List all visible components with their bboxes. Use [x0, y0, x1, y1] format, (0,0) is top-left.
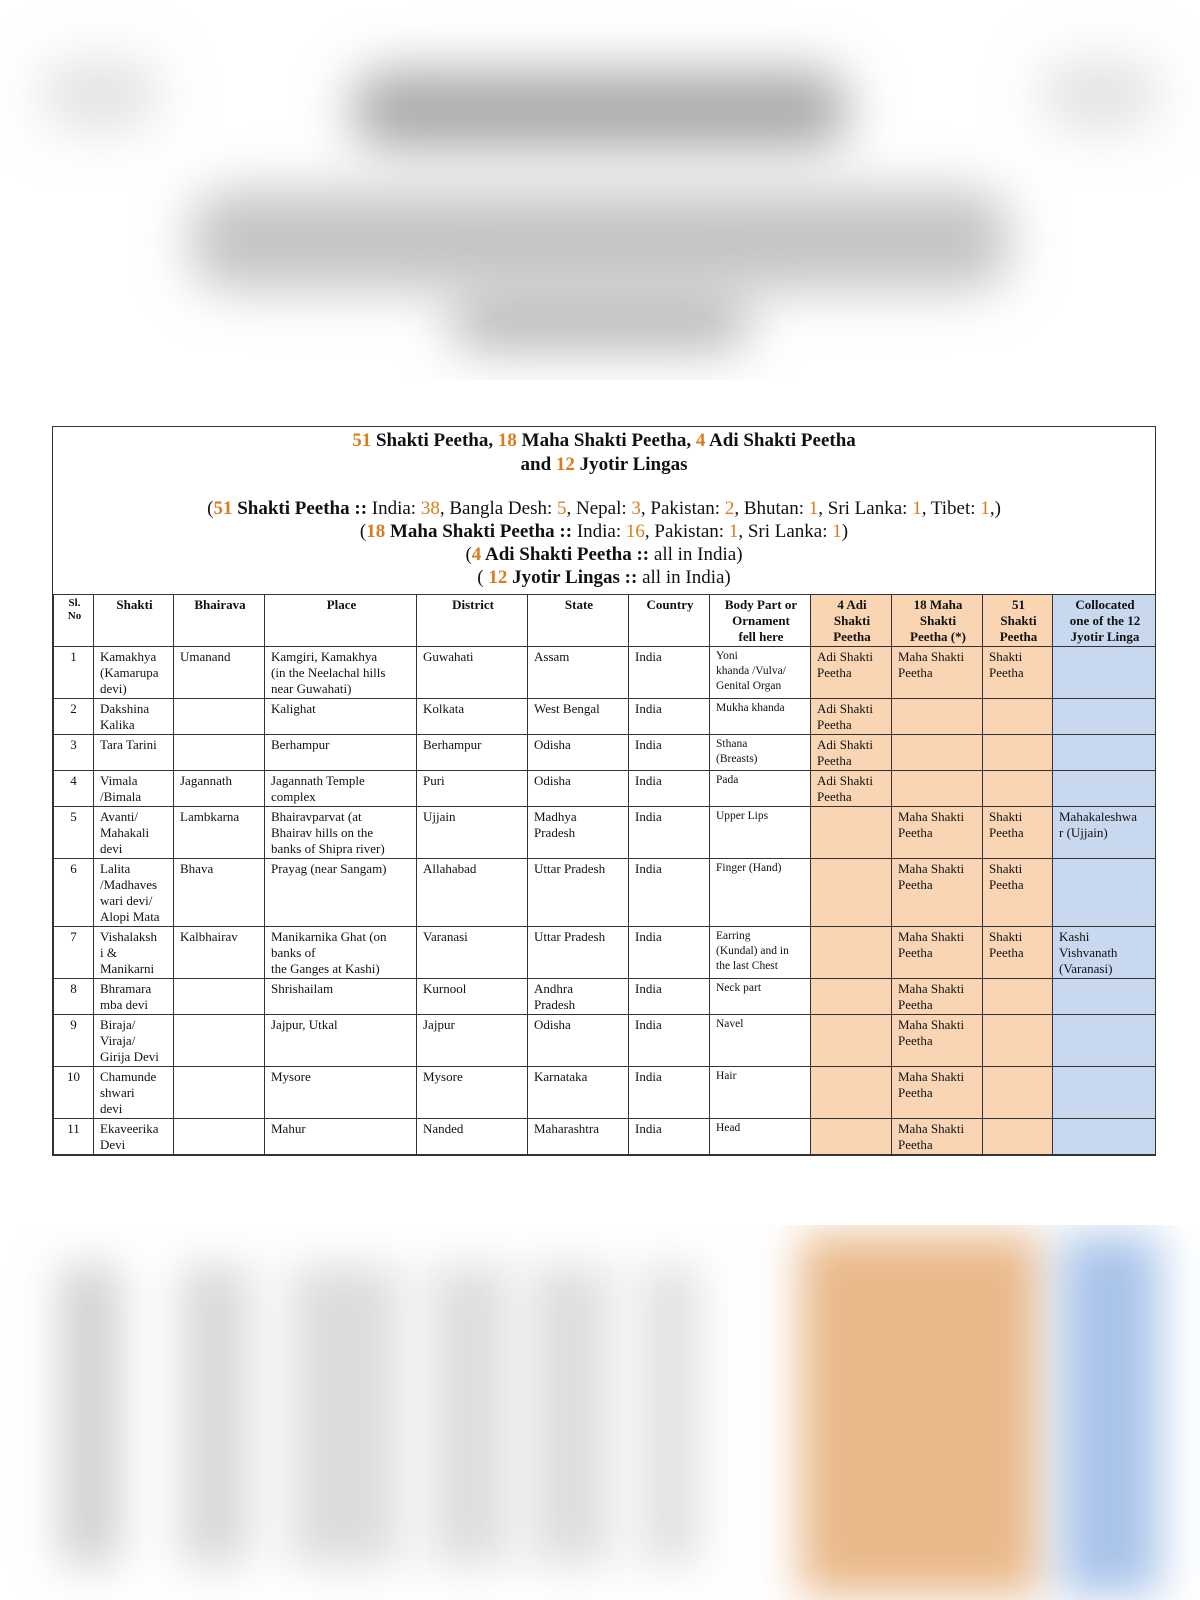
title-text: ,) — [989, 498, 1001, 519]
table-row — [54, 927, 1156, 979]
table-cell: Uttar Pradesh — [528, 927, 629, 979]
table-cell: Andhra Pradesh — [528, 979, 629, 1015]
table-cell — [1053, 1015, 1156, 1067]
title-text: , Nepal: — [566, 498, 632, 519]
column-header: Shakti — [94, 595, 174, 647]
table-cell — [811, 979, 892, 1015]
document-page — [52, 426, 1156, 1156]
table-cell — [1053, 859, 1156, 927]
table-cell: Earring (Kundal) and in the last Chest — [710, 927, 811, 979]
title-text: Jyotir Lingas — [574, 454, 688, 475]
table-cell: Karnataka — [528, 1067, 629, 1119]
table-cell: 9 — [54, 1015, 94, 1067]
table-cell: Adi Shakti Peetha — [811, 771, 892, 807]
table-cell — [1053, 1119, 1156, 1155]
summary-line — [53, 497, 1155, 520]
table-cell: Shakti Peetha — [983, 807, 1053, 859]
title-text: Shakti Peetha :: — [232, 498, 368, 519]
table-cell: Varanasi — [417, 927, 528, 979]
table-cell: Shrishailam — [265, 979, 417, 1015]
title-text: Adi Shakti Peetha — [705, 430, 856, 451]
table-cell: Odisha — [528, 735, 629, 771]
table-row — [54, 647, 1156, 699]
table-cell: Neck part — [710, 979, 811, 1015]
table-cell: 6 — [54, 859, 94, 927]
table-cell: India — [629, 979, 710, 1015]
table-cell: Tara Tarini — [94, 735, 174, 771]
table-cell: Mysore — [265, 1067, 417, 1119]
table-cell: Madhya Pradesh — [528, 807, 629, 859]
title-text: ( — [359, 521, 367, 542]
table-cell — [983, 1067, 1053, 1119]
table-cell — [983, 699, 1053, 735]
table-cell: Vishalaksh i & Manikarni — [94, 927, 174, 979]
table-cell: 5 — [54, 807, 94, 859]
table-cell — [892, 771, 983, 807]
count-number: 1 — [832, 521, 842, 542]
table-cell: Kurnool — [417, 979, 528, 1015]
blurred-footer-region — [0, 1225, 1200, 1600]
table-cell: India — [629, 859, 710, 927]
table-cell: Maha Shakti Peetha — [892, 647, 983, 699]
title-text: and — [520, 454, 556, 475]
summary-line — [53, 543, 1155, 566]
table-cell: Mukha khanda — [710, 699, 811, 735]
table-cell — [811, 927, 892, 979]
table-cell — [983, 979, 1053, 1015]
table-cell — [174, 1067, 265, 1119]
table-row — [54, 1015, 1156, 1067]
table-cell — [983, 1015, 1053, 1067]
table-cell: Vimala /Bimala — [94, 771, 174, 807]
column-header: Bhairava — [174, 595, 265, 647]
title-text: , Tibet: — [921, 498, 981, 519]
table-header-row — [54, 595, 1156, 647]
table-cell — [174, 979, 265, 1015]
column-header: Body Part or Ornament fell here — [710, 595, 811, 647]
title-text: Adi Shakti Peetha :: — [481, 544, 650, 565]
table-cell: Adi Shakti Peetha — [811, 735, 892, 771]
table-cell: Nanded — [417, 1119, 528, 1155]
count-number: 2 — [724, 498, 735, 519]
column-header: 51 Shakti Peetha — [983, 595, 1053, 647]
table-cell — [983, 1119, 1053, 1155]
table-cell: Mahakaleshwa r (Ujjain) — [1053, 807, 1156, 859]
table-row — [54, 699, 1156, 735]
table-cell: Maha Shakti Peetha — [892, 859, 983, 927]
table-cell: 7 — [54, 927, 94, 979]
table-cell: Yoni khanda /Vulva/ Genital Organ — [710, 647, 811, 699]
table-cell: Uttar Pradesh — [528, 859, 629, 927]
table-cell: Prayag (near Sangam) — [265, 859, 417, 927]
count-number: 51 — [213, 498, 233, 519]
column-header: Place — [265, 595, 417, 647]
table-row — [54, 979, 1156, 1015]
table-cell: Avanti/ Mahakali devi — [94, 807, 174, 859]
summary-block — [53, 497, 1155, 589]
table-cell: Shakti Peetha — [983, 927, 1053, 979]
table-cell — [1053, 771, 1156, 807]
table-cell: 2 — [54, 699, 94, 735]
table-row — [54, 1067, 1156, 1119]
count-number: 12 — [488, 567, 508, 588]
table-cell: Odisha — [528, 1015, 629, 1067]
table-cell: India — [629, 1015, 710, 1067]
table-row — [54, 771, 1156, 807]
table-cell: Pada — [710, 771, 811, 807]
table-cell: Jajpur, Utkal — [265, 1015, 417, 1067]
title-text: India: — [367, 498, 421, 519]
table-cell: Kamakhya (Kamarupa devi) — [94, 647, 174, 699]
table-cell — [892, 699, 983, 735]
table-cell — [174, 1015, 265, 1067]
table-cell: Lalita /Madhaves wari devi/ Alopi Mata — [94, 859, 174, 927]
table-cell: Kamgiri, Kamakhya (in the Neelachal hills near Guwahati) — [265, 647, 417, 699]
table-cell: Maha Shakti Peetha — [892, 1067, 983, 1119]
title-text: ( — [465, 544, 472, 565]
title-text: Maha Shakti Peetha :: — [385, 521, 573, 542]
table-cell: Jagannath — [174, 771, 265, 807]
table-cell — [811, 1067, 892, 1119]
table-cell: Navel — [710, 1015, 811, 1067]
table-cell — [1053, 699, 1156, 735]
table-cell: 3 — [54, 735, 94, 771]
column-header: Country — [629, 595, 710, 647]
table-cell: West Bengal — [528, 699, 629, 735]
title-text: ) — [841, 521, 849, 542]
table-cell — [892, 735, 983, 771]
column-header: Collocated one of the 12 Jyotir Linga — [1053, 595, 1156, 647]
blurred-header-region — [0, 0, 1200, 380]
table-cell: India — [629, 1067, 710, 1119]
title-text: all in India) — [649, 544, 743, 565]
table-cell: Maha Shakti Peetha — [892, 927, 983, 979]
table-cell: Chamunde shwari devi — [94, 1067, 174, 1119]
table-cell: Ujjain — [417, 807, 528, 859]
table-cell: India — [629, 1119, 710, 1155]
table-cell: Lambkarna — [174, 807, 265, 859]
count-number: 4 — [471, 544, 482, 565]
table-cell: Ekaveerika Devi — [94, 1119, 174, 1155]
count-number: 1 — [980, 498, 990, 519]
table-cell: Jagannath Temple complex — [265, 771, 417, 807]
title-text: , Pakistan: — [640, 498, 725, 519]
table-body — [54, 647, 1156, 1155]
title-text: Maha Shakti Peetha, — [516, 430, 696, 451]
table-cell: 8 — [54, 979, 94, 1015]
count-number: 5 — [557, 498, 567, 519]
table-cell: Bhairavparvat (at Bhairav hills on the banks of Shipra river) — [265, 807, 417, 859]
column-header: District — [417, 595, 528, 647]
table-cell: Manikarnika Ghat (on banks of the Ganges at Kashi) — [265, 927, 417, 979]
table-cell: Finger (Hand) — [710, 859, 811, 927]
table-cell: Maha Shakti Peetha — [892, 807, 983, 859]
count-number: 4 — [695, 430, 706, 451]
table-cell — [811, 1119, 892, 1155]
table-cell — [811, 807, 892, 859]
table-cell: Shakti Peetha — [983, 859, 1053, 927]
count-number: 18 — [497, 430, 517, 451]
table-cell: Berhampur — [265, 735, 417, 771]
table-cell: Assam — [528, 647, 629, 699]
table-row — [54, 1119, 1156, 1155]
table-cell: Jajpur — [417, 1015, 528, 1067]
count-number: 38 — [420, 498, 440, 519]
table-cell: Kolkata — [417, 699, 528, 735]
count-number: 1 — [912, 498, 922, 519]
table-cell: India — [629, 647, 710, 699]
table-cell: India — [629, 927, 710, 979]
shakti-peetha-table — [53, 594, 1156, 1155]
main-title-line-2 — [53, 453, 1155, 477]
count-number: 16 — [625, 521, 645, 542]
table-cell: Kalighat — [265, 699, 417, 735]
table-cell: 11 — [54, 1119, 94, 1155]
count-number: 12 — [555, 454, 575, 475]
document-header — [53, 427, 1155, 589]
table-cell: Puri — [417, 771, 528, 807]
table-cell: Allahabad — [417, 859, 528, 927]
title-text: , Sri Lanka: — [818, 498, 913, 519]
table-cell — [811, 1015, 892, 1067]
table-cell: 10 — [54, 1067, 94, 1119]
table-cell: 1 — [54, 647, 94, 699]
table-cell — [1053, 735, 1156, 771]
table-cell: India — [629, 807, 710, 859]
table-row — [54, 859, 1156, 927]
title-text: ( — [207, 498, 214, 519]
table-cell: Mahur — [265, 1119, 417, 1155]
table-cell: Guwahati — [417, 647, 528, 699]
table-cell: Maha Shakti Peetha — [892, 1015, 983, 1067]
count-number: 1 — [808, 498, 819, 519]
column-header: 4 Adi Shakti Peetha — [811, 595, 892, 647]
title-text: ( — [477, 567, 489, 588]
table-cell — [983, 735, 1053, 771]
table-cell — [174, 1119, 265, 1155]
table-cell: Upper Lips — [710, 807, 811, 859]
title-text: , Bhutan: — [734, 498, 809, 519]
table-cell: Umanand — [174, 647, 265, 699]
table-cell: India — [629, 735, 710, 771]
table-row — [54, 807, 1156, 859]
table-cell — [174, 735, 265, 771]
table-cell — [1053, 647, 1156, 699]
table-cell: Adi Shakti Peetha — [811, 699, 892, 735]
table-cell: Kashi Vishvanath (Varanasi) — [1053, 927, 1156, 979]
count-number: 3 — [631, 498, 641, 519]
table-cell: Head — [710, 1119, 811, 1155]
table-cell — [1053, 979, 1156, 1015]
title-text: all in India) — [637, 567, 731, 588]
title-text: Shakti Peetha, — [371, 430, 498, 451]
title-text: India: — [572, 521, 626, 542]
table-row — [54, 735, 1156, 771]
summary-line — [53, 566, 1155, 589]
count-number: 1 — [728, 521, 739, 542]
count-number: 18 — [366, 521, 386, 542]
table-cell — [1053, 1067, 1156, 1119]
table-cell: Dakshina Kalika — [94, 699, 174, 735]
title-text: Jyotir Lingas :: — [507, 567, 638, 588]
table-cell: Mysore — [417, 1067, 528, 1119]
column-header: 18 Maha Shakti Peetha (*) — [892, 595, 983, 647]
table-cell: 4 — [54, 771, 94, 807]
table-cell: Sthana (Breasts) — [710, 735, 811, 771]
table-cell: India — [629, 699, 710, 735]
summary-line — [53, 520, 1155, 543]
table-cell — [174, 699, 265, 735]
table-cell: Biraja/ Viraja/ Girija Devi — [94, 1015, 174, 1067]
table-cell — [811, 859, 892, 927]
table-cell: Odisha — [528, 771, 629, 807]
table-cell: Hair — [710, 1067, 811, 1119]
title-text: , Bangla Desh: — [439, 498, 557, 519]
table-cell: Maha Shakti Peetha — [892, 979, 983, 1015]
column-header: Sl. No — [54, 595, 94, 647]
table-cell: Maha Shakti Peetha — [892, 1119, 983, 1155]
table-cell: Berhampur — [417, 735, 528, 771]
table-cell: Maharashtra — [528, 1119, 629, 1155]
main-title-line-1 — [53, 429, 1155, 453]
title-text: , Pakistan: — [644, 521, 729, 542]
table-cell: Adi Shakti Peetha — [811, 647, 892, 699]
table-cell: Shakti Peetha — [983, 647, 1053, 699]
table-cell — [983, 771, 1053, 807]
table-cell: Kalbhairav — [174, 927, 265, 979]
table-cell: India — [629, 771, 710, 807]
table-cell: Bhava — [174, 859, 265, 927]
table-cell: Bhramara mba devi — [94, 979, 174, 1015]
title-text: , Sri Lanka: — [738, 521, 833, 542]
count-number: 51 — [352, 430, 372, 451]
column-header: State — [528, 595, 629, 647]
